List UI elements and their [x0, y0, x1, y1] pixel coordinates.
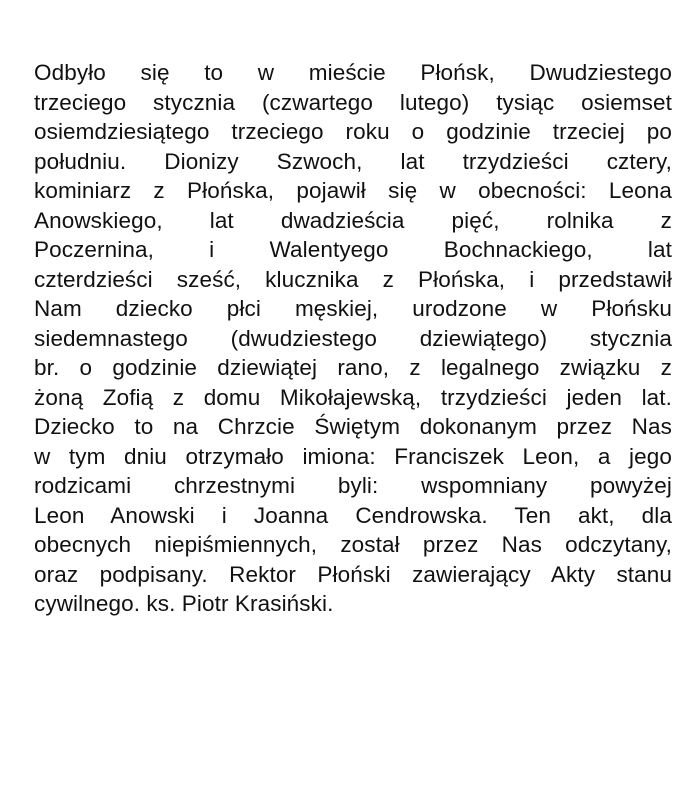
text-line-6: Anowskiego, lat dwadzieścia pięć, rolnika z	[34, 207, 672, 233]
text-line-2: trzeciego stycznia (czwartego lutego) tysiąc osiemset	[34, 89, 672, 115]
text-line-16: Leon Anowski i Joanna Cendrowska. Ten akt, dla	[34, 502, 672, 528]
text-line-18: oraz podpisany. Rektor Płoński zawierający Akty stanu	[34, 561, 672, 587]
text-line-1: Odbyło się to w mieście Płońsk, Dwudziestego	[34, 60, 672, 85]
text-line-5: kominiarz z Płońska, pojawił się w obecności: Leona	[34, 178, 672, 203]
text-line-9: Nam dziecko płci męskiej, urodzone w Płońsku	[34, 296, 672, 321]
text-line-4: południu. Dionizy Szwoch, lat trzydzieści cztery,	[34, 148, 672, 174]
text-line-11: br. o godzinie dziewiątej rano, z legalnego związku z	[34, 355, 672, 380]
text-line-3: osiemdziesiątego trzeciego roku o godzinie trzeciej po	[34, 119, 672, 144]
text-line-7: Poczernina, i Walentyego Bochnackiego, lat	[34, 237, 672, 262]
text-line-13: Dziecko to na Chrzcie Świętym dokonanym przez Nas	[34, 414, 672, 439]
text-line-17: obecnych niepiśmiennych, został przez Nas odczytany,	[34, 532, 672, 557]
text-line-8: czterdzieści sześć, klucznika z Płońska, i przedstawił	[34, 266, 672, 292]
text-line-19: cywilnego. ks. Piotr Krasiński.	[34, 591, 334, 616]
text-line-14: w tym dniu otrzymało imiona: Franciszek Leon, a jego	[34, 443, 672, 469]
document-text	[34, 58, 672, 619]
text-line-10: siedemnastego (dwudziestego dziewiątego) stycznia	[34, 325, 672, 351]
text-line-12: żoną Zofią z domu Mikołajewską, trzydzieści jeden lat.	[34, 384, 672, 410]
text-line-15: rodzicami chrzestnymi byli: wspomniany powyżej	[34, 473, 672, 498]
